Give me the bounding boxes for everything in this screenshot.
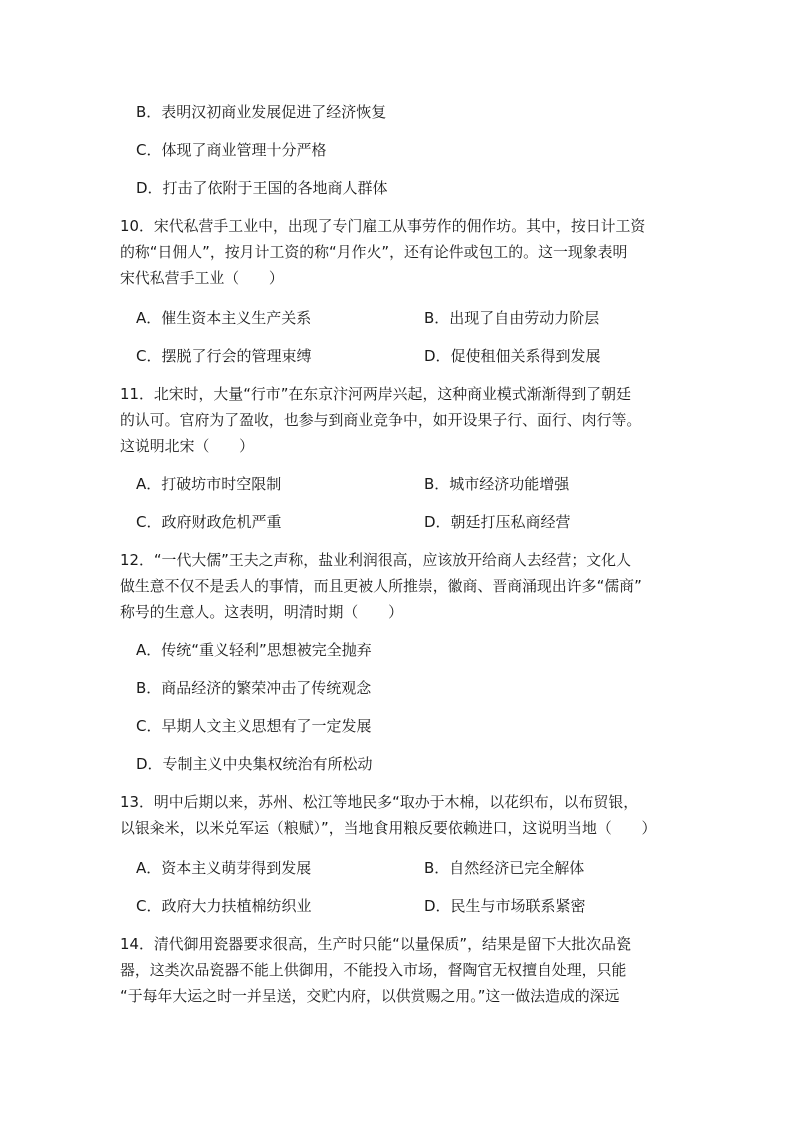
q12-stem-line-2: 做生意不仅不是丢人的事情，而且更被人所推崇，徽商、晋商涌现出许多“儒商” <box>120 577 642 595</box>
q10-option-a[interactable]: A．催生资本主义生产关系 <box>136 309 312 327</box>
q11-stem-line-2: 的认可。官府为了盈收，也参与到商业竞争中，如开设果子行、面行、肉行等。 <box>120 411 642 429</box>
q14-stem-line-1: 14．清代御用瓷器要求很高，生产时只能“以量保质”，结果是留下大批次品瓷 <box>120 935 631 953</box>
q12-stem-line-3: 称号的生意人。这表明，明清时期（ ） <box>120 603 403 621</box>
q12-option-b[interactable]: B．商品经济的繁荣冲击了传统观念 <box>136 679 372 697</box>
q10-option-b[interactable]: B．出现了自由劳动力阶层 <box>424 309 600 327</box>
q10-option-c[interactable]: C．摆脱了行会的管理束缚 <box>136 347 312 365</box>
q12-option-d[interactable]: D．专制主义中央集权统治有所松动 <box>136 755 373 773</box>
q9-option-b[interactable]: B．表明汉初商业发展促进了经济恢复 <box>136 103 387 121</box>
q11-stem-line-1: 11．北宋时，大量“行市”在东京汴河两岸兴起，这种商业模式渐渐得到了朝廷 <box>120 385 631 403</box>
q10-stem-line-1: 10．宋代私营手工业中，出现了专门雇工从事劳作的佣作坊。其中，按日计工资 <box>120 217 646 235</box>
q11-option-d[interactable]: D．朝廷打压私商经营 <box>424 513 571 531</box>
q13-option-c[interactable]: C．政府大力扶植棉纺织业 <box>136 897 312 915</box>
q13-option-a[interactable]: A．资本主义萌芽得到发展 <box>136 859 312 877</box>
q14-stem-line-3: “于每年大运之时一并呈送，交贮内府，以供赏赐之用。”这一做法造成的深远 <box>120 987 620 1005</box>
q11-option-a[interactable]: A．打破坊市时空限制 <box>136 475 282 493</box>
q11-stem-line-3: 这说明北宋（ ） <box>120 437 255 455</box>
q10-stem-line-3: 宋代私营手工业（ ） <box>120 269 284 287</box>
q10-stem-line-2: 的称“日佣人”，按月计工资的称“月作火”，还有论件或包工的。这一现象表明 <box>120 243 628 261</box>
q12-stem-line-1: 12．“一代大儒”王夫之声称，盐业利润很高，应该放开给商人去经营；文化人 <box>120 551 631 569</box>
q10-option-d[interactable]: D．促使租佃关系得到发展 <box>424 347 601 365</box>
q9-option-d[interactable]: D．打击了依附于王国的各地商人群体 <box>136 179 388 197</box>
q11-option-c[interactable]: C．政府财政危机严重 <box>136 513 282 531</box>
q13-option-d[interactable]: D．民生与市场联系紧密 <box>424 897 586 915</box>
q11-option-b[interactable]: B．城市经济功能增强 <box>424 475 570 493</box>
q9-option-c[interactable]: C．体现了商业管理十分严格 <box>136 141 327 159</box>
q12-option-a[interactable]: A．传统“重义轻利”思想被完全抛弃 <box>136 641 372 659</box>
q13-stem-line-1: 13．明中后期以来，苏州、松江等地民多“取办于木棉，以花织布，以布贸银， <box>120 793 639 811</box>
q12-option-c[interactable]: C．早期人文主义思想有了一定发展 <box>136 717 372 735</box>
q13-stem-line-2: 以银籴米，以米兑军运（粮赋）”，当地食用粮反要依赖进口，这说明当地（ ） <box>120 819 657 837</box>
q14-stem-line-2: 器，这类次品瓷器不能上供御用，不能投入市场，督陶官无权擅自处理，只能 <box>120 961 627 979</box>
q13-option-b[interactable]: B．自然经济已完全解体 <box>424 859 585 877</box>
